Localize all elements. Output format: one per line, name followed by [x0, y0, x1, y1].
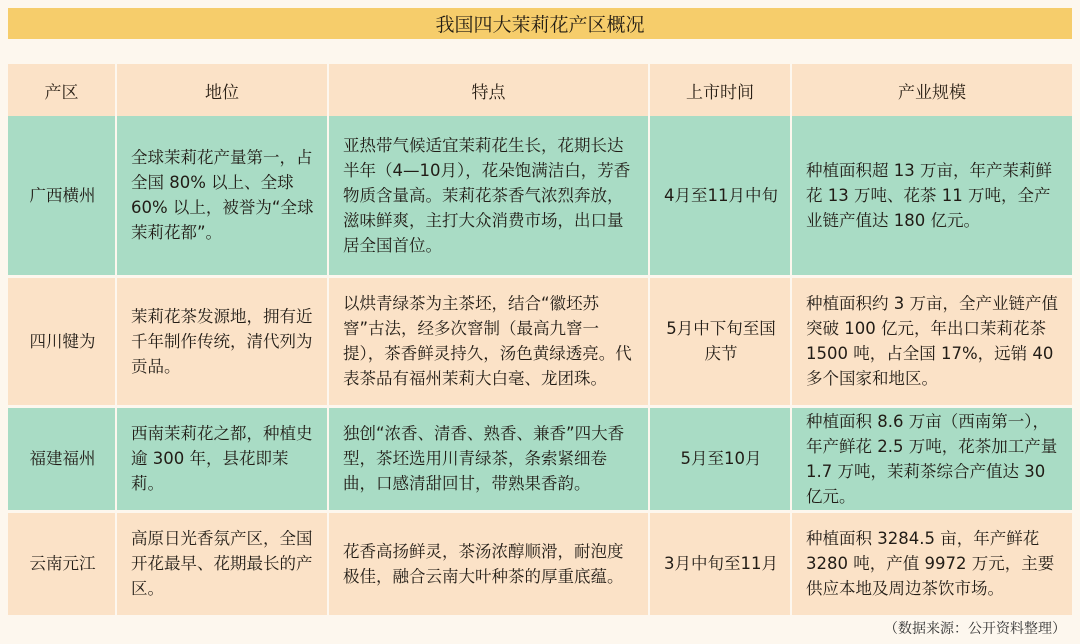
cell-features: 以烘青绿茶为主茶坯，结合“徽坯苏窨”古法，经多次窨制（最高九窨一提），茶香鲜灵持久，汤色黄绿透亮。代表茶品有福州茉莉大白毫、龙团珠。 — [328, 276, 649, 406]
data-source-note: （数据来源：公开资料整理） — [884, 621, 1066, 637]
table-row — [8, 511, 1072, 616]
cell-time: 3月中旬至11月 — [649, 511, 791, 616]
header-region: 产区 — [8, 64, 116, 116]
header-time: 上市时间 — [649, 64, 791, 116]
cell-region: 云南元江 — [8, 511, 116, 616]
cell-status: 高原日光香氛产区，全国开花最早、花期最长的产区。 — [116, 511, 328, 616]
cell-time: 4月至11月中旬 — [649, 116, 791, 276]
table-title-bar — [8, 8, 1072, 39]
cell-scale: 种植面积约 3 万亩，全产业链产值突破 100 亿元，年出口茉莉花茶 1500 吨，占全国 17%，远销 40 多个国家和地区。 — [791, 276, 1072, 406]
cell-status: 茉莉花茶发源地，拥有近千年制作传统，清代列为贡品。 — [116, 276, 328, 406]
jasmine-regions-table — [8, 64, 1072, 618]
cell-time: 5月至10月 — [649, 406, 791, 511]
table-row — [8, 116, 1072, 276]
cell-scale: 种植面积 3284.5 亩，年产鲜花 3280 吨，产值 9972 万元，主要供应本地及周边茶饮市场。 — [791, 511, 1072, 616]
table-header-row — [8, 64, 1072, 116]
table-row — [8, 406, 1072, 511]
cell-time: 5月中下旬至国庆节 — [649, 276, 791, 406]
cell-scale: 种植面积 8.6 万亩（西南第一），年产鲜花 2.5 万吨，花茶加工产量 1.7 万吨，茉莉茶综合产值达 30 亿元。 — [791, 406, 1072, 511]
cell-features: 独创“浓香、清香、熟香、兼香”四大香型，茶坯选用川青绿茶，条索紧细卷曲，口感清甜回甘，带熟果香韵。 — [328, 406, 649, 511]
table-row — [8, 276, 1072, 406]
cell-region: 四川犍为 — [8, 276, 116, 406]
cell-region: 福建福州 — [8, 406, 116, 511]
cell-region: 广西横州 — [8, 116, 116, 276]
header-features: 特点 — [328, 64, 649, 116]
cell-features: 花香高扬鲜灵，茶汤浓醇顺滑，耐泡度极佳，融合云南大叶种茶的厚重底蕴。 — [328, 511, 649, 616]
cell-status: 西南茉莉花之都，种植史逾 300 年，县花即茉莉。 — [116, 406, 328, 511]
cell-scale: 种植面积超 13 万亩，年产茉莉鲜花 13 万吨、花茶 11 万吨，全产业链产值达 180 亿元。 — [791, 116, 1072, 276]
cell-features: 亚热带气候适宜茉莉花生长，花期长达半年（4—10月），花朵饱满洁白，芳香物质含量高。茉莉花茶香气浓烈奔放，滋味鲜爽，主打大众消费市场，出口量居全国首位。 — [328, 116, 649, 276]
table-title: 我国四大茉莉花产区概况 — [435, 14, 645, 36]
header-scale: 产业规模 — [791, 64, 1072, 116]
cell-status: 全球茉莉花产量第一，占全国 80% 以上、全球 60% 以上，被誉为“全球茉莉花都”。 — [116, 116, 328, 276]
header-status: 地位 — [116, 64, 328, 116]
